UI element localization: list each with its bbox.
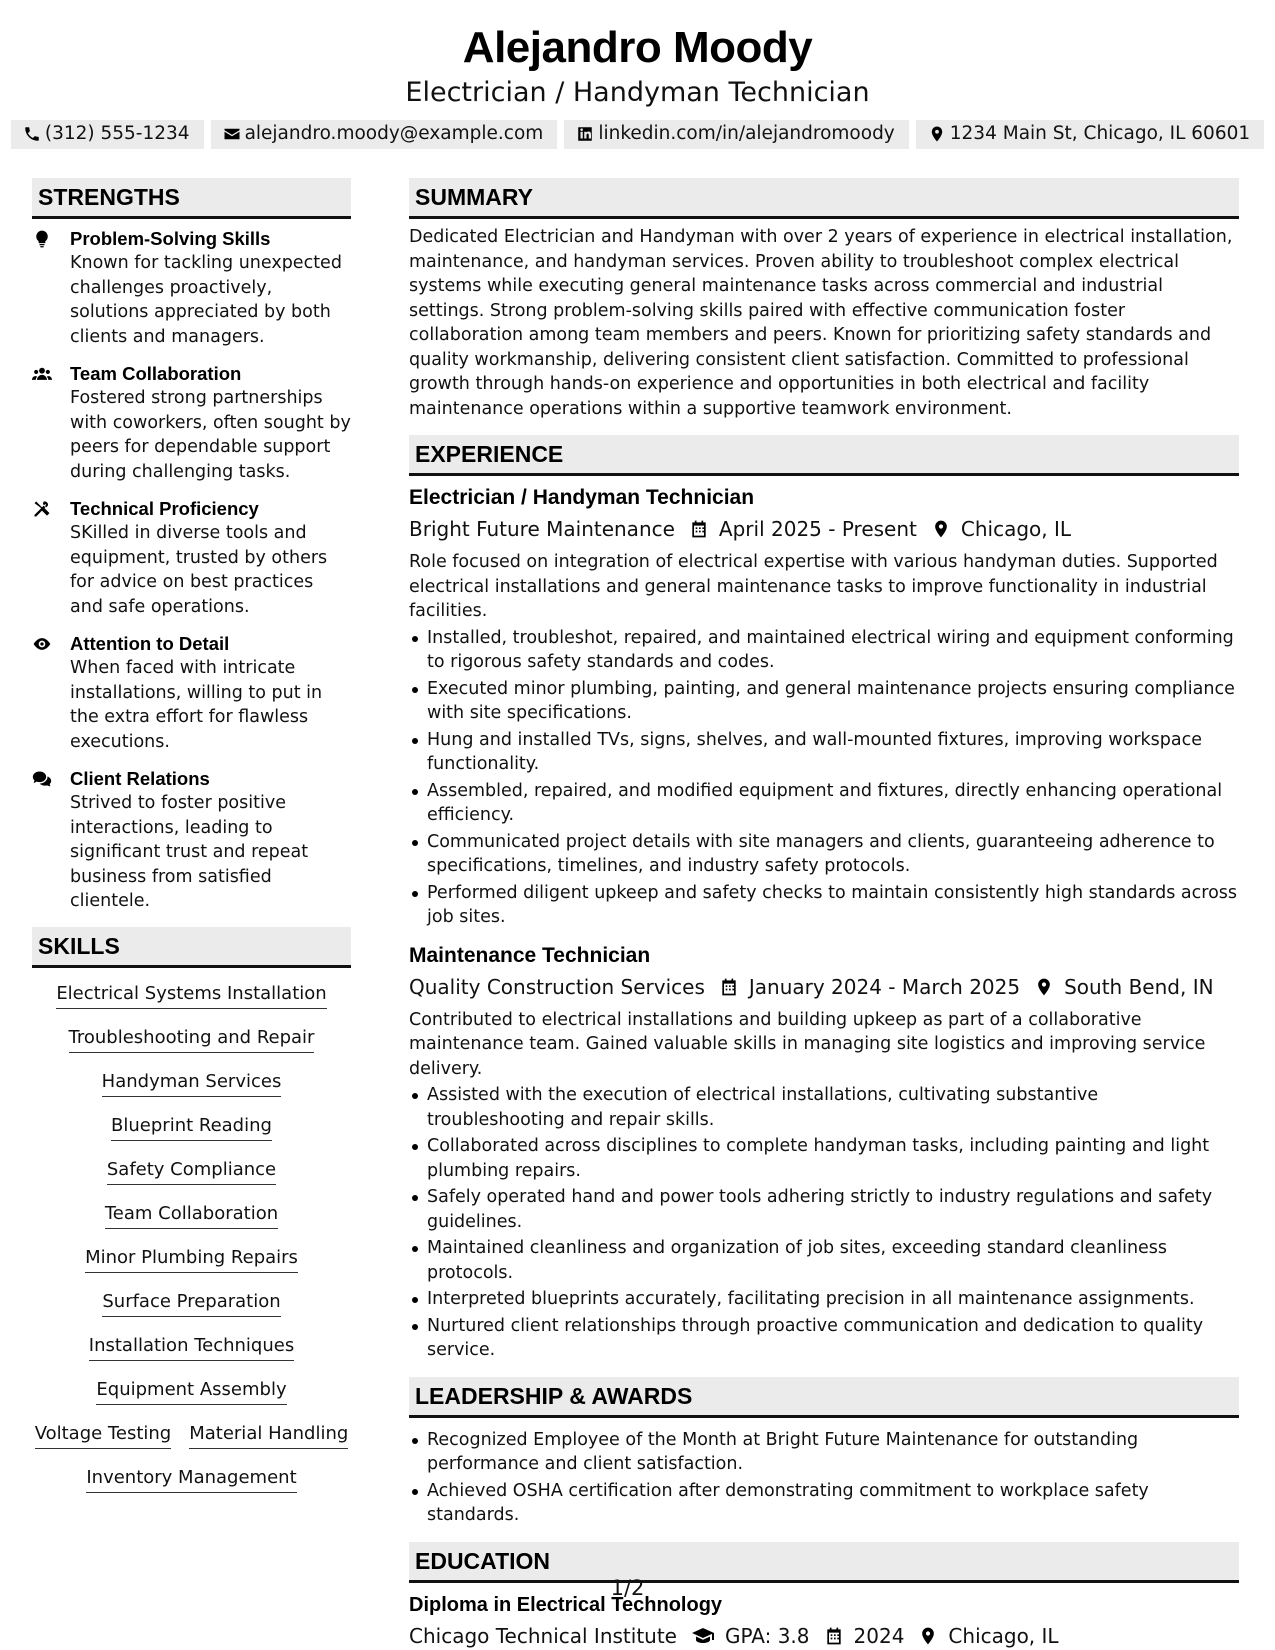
- phone-icon: [23, 125, 41, 143]
- tools-icon: [32, 499, 52, 519]
- skill-tag: Handyman Services: [102, 1070, 282, 1097]
- job-bullets: [409, 626, 1239, 930]
- strength-item: [32, 767, 351, 914]
- skill-tag: Equipment Assembly: [96, 1378, 286, 1405]
- job-meta: [409, 972, 1239, 1002]
- strength-desc: Fostered strong partnerships with coworkers, often sought by peers for dependable support during challenging tasks.: [70, 388, 351, 482]
- summary-heading: SUMMARY: [409, 178, 1239, 219]
- list-item: Nurtured client relationships through proactive communication and dedication to quality service.: [409, 1314, 1239, 1363]
- resume-body: [32, 178, 1243, 1650]
- skill-tag: Voltage Testing: [35, 1422, 172, 1449]
- strength-title: Technical Proficiency: [70, 498, 259, 519]
- job-bullets: [409, 1083, 1239, 1363]
- contact-bar: [0, 120, 1275, 149]
- contact-linkedin-text: linkedin.com/in/alejandromoody: [598, 123, 895, 144]
- job-entry: [409, 484, 1239, 930]
- skill-tag: Surface Preparation: [102, 1290, 280, 1317]
- job-company: Bright Future Maintenance: [409, 517, 675, 541]
- list-item: Achieved OSHA certification after demonstrating commitment to workplace safety standards.: [409, 1479, 1239, 1528]
- map-pin-icon: [918, 1626, 938, 1646]
- job-description: Contributed to electrical installations and building upkeep as part of a collaborative maintenance team. Gained valuable skills in managing site logistics and improving service delivery.: [409, 1009, 1206, 1079]
- list-item: Maintained cleanliness and organization of job sites, exceeding standard cleanliness protocols.: [409, 1236, 1239, 1285]
- contact-email[interactable]: [211, 120, 558, 149]
- strength-item: [32, 632, 351, 754]
- list-item: Installed, troubleshot, repaired, and maintained electrical wiring and equipment conforming to rigorous safety standards and codes.: [409, 626, 1239, 675]
- strength-item: [32, 497, 351, 619]
- job-title: Maintenance Technician: [409, 943, 651, 967]
- summary-text: Dedicated Electrician and Handyman with over 2 years of experience in electrical installation, maintenance, and handyman services. Proven ability to troubleshoot complex electrical systems while executing general maintenance tasks across commercial and industrial settings. Strong problem-solving skills paired with effective communication foster collaboration among team members and peers. Known for prioritizing safety standards and quality workmanship, delivering consistent client satisfaction. Committed to professional growth through hands-on experience and opportunities in both electrical and facility maintenance operations within a supportive teamwork environment.: [409, 227, 1233, 419]
- job-dates: January 2024 - March 2025: [748, 974, 1021, 999]
- list-item: Performed diligent upkeep and safety checks to maintain consistently high standards across job sites.: [409, 881, 1239, 930]
- skill-tag: Installation Techniques: [89, 1334, 294, 1361]
- awards-list: [409, 1420, 1239, 1528]
- strength-item: [32, 362, 351, 484]
- map-pin-icon: [931, 519, 951, 539]
- strength-desc: Strived to foster positive interactions, leading to significant trust and repeat business from satisfied clientele.: [70, 793, 309, 911]
- job-description: Role focused on integration of electrical expertise with various handyman duties. Supported electrical installations and general maintenance tasks to improve functionality in industrial facilities.: [409, 552, 1218, 621]
- calendar-icon: [689, 519, 709, 539]
- job-location: South Bend, IN: [1064, 974, 1214, 999]
- lightbulb-icon: [32, 229, 52, 249]
- list-item: Safely operated hand and power tools adhering strictly to industry regulations and safety guidelines.: [409, 1185, 1239, 1234]
- skill-tag: Troubleshooting and Repair: [69, 1026, 315, 1053]
- candidate-title: Electrician / Handyman Technician: [405, 77, 870, 108]
- school-location: Chicago, IL: [948, 1623, 1059, 1648]
- skill-tag: Minor Plumbing Repairs: [85, 1246, 298, 1273]
- skill-tag: Material Handling: [189, 1422, 348, 1449]
- linkedin-icon: [576, 125, 594, 143]
- strength-desc: When faced with intricate installations, willing to put in the extra effort for flawless executions.: [70, 658, 323, 752]
- calendar-icon: [824, 1626, 844, 1646]
- education-meta: [409, 1621, 1239, 1650]
- list-item: Executed minor plumbing, painting, and general maintenance projects ensuring compliance with site specifications.: [409, 677, 1239, 726]
- skills-heading: SKILLS: [32, 927, 351, 968]
- skill-tag: Inventory Management: [86, 1466, 296, 1493]
- strength-title: Problem-Solving Skills: [70, 228, 271, 249]
- graduation-cap-icon: [691, 1624, 715, 1648]
- map-pin-icon: [928, 125, 946, 143]
- strengths-list: [32, 219, 351, 914]
- list-item: Communicated project details with site managers and clients, guaranteeing adherence to specifications, timelines, and industry safety protocols.: [409, 830, 1239, 879]
- users-icon: [32, 364, 52, 384]
- strengths-heading: STRENGTHS: [32, 178, 351, 219]
- awards-heading: LEADERSHIP & AWARDS: [409, 1377, 1239, 1418]
- list-item: Assisted with the execution of electrical installations, cultivating substantive troubleshooting and repair skills.: [409, 1083, 1239, 1132]
- job-meta: [409, 514, 1239, 544]
- skill-tag: Electrical Systems Installation: [56, 982, 326, 1009]
- experience-heading: EXPERIENCE: [409, 435, 1239, 476]
- calendar-icon: [719, 977, 739, 997]
- strength-item: [32, 227, 351, 349]
- strength-desc: Known for tackling unexpected challenges proactively, solutions appreciated by both clients and managers.: [70, 253, 342, 347]
- education-heading: EDUCATION: [409, 1542, 1239, 1583]
- degree-title: Diploma in Electrical Technology: [409, 1593, 723, 1616]
- map-pin-icon: [1034, 977, 1054, 997]
- list-item: Hung and installed TVs, signs, shelves, and wall-mounted fixtures, improving workspace functionality.: [409, 728, 1239, 777]
- job-title: Electrician / Handyman Technician: [409, 486, 755, 509]
- contact-phone[interactable]: [11, 120, 204, 149]
- right-column: [409, 178, 1239, 1650]
- comments-icon: [32, 769, 52, 789]
- skills-list: [32, 968, 351, 1510]
- list-item: Collaborated across disciplines to complete handyman tasks, including painting and light plumbing repairs.: [409, 1134, 1239, 1183]
- list-item: Assembled, repaired, and modified equipment and fixtures, directly enhancing operational efficiency.: [409, 779, 1239, 828]
- job-location: Chicago, IL: [960, 517, 1072, 541]
- job-company: Quality Construction Services: [409, 974, 705, 999]
- contact-address: [916, 120, 1264, 149]
- gpa-value: GPA: 3.8: [725, 1623, 810, 1648]
- contact-email-text: alejandro.moody@example.com: [244, 123, 544, 144]
- envelope-icon: [223, 125, 241, 143]
- contact-phone-text: (312) 555-1234: [44, 123, 190, 144]
- contact-address-text: 1234 Main St, Chicago, IL 60601: [949, 123, 1251, 144]
- list-item: Interpreted blueprints accurately, facilitating precision in all maintenance assignments.: [409, 1287, 1239, 1312]
- contact-linkedin[interactable]: [564, 120, 908, 149]
- page-number: [0, 1576, 1275, 1600]
- school-name: Chicago Technical Institute: [409, 1623, 677, 1648]
- left-column: [32, 178, 351, 1650]
- candidate-name: Alejandro Moody: [462, 23, 813, 72]
- skill-tag: Team Collaboration: [105, 1202, 278, 1229]
- strength-title: Client Relations: [70, 768, 210, 789]
- skill-tag: Blueprint Reading: [111, 1114, 272, 1141]
- job-entry: [409, 942, 1239, 1363]
- page-number-text: 1/2: [610, 1576, 645, 1600]
- strength-title: Team Collaboration: [70, 363, 242, 384]
- strength-title: Attention to Detail: [70, 633, 230, 654]
- strength-desc: SKilled in diverse tools and equipment, trusted by others for advice on best practices and safe operations.: [70, 523, 328, 617]
- job-dates: April 2025 - Present: [718, 517, 917, 541]
- graduation-year: 2024: [853, 1623, 905, 1648]
- list-item: Recognized Employee of the Month at Bright Future Maintenance for outstanding performance and client satisfaction.: [409, 1428, 1239, 1477]
- eye-icon: [32, 634, 52, 654]
- skill-tag: Safety Compliance: [107, 1158, 276, 1185]
- resume-header: [0, 0, 1275, 149]
